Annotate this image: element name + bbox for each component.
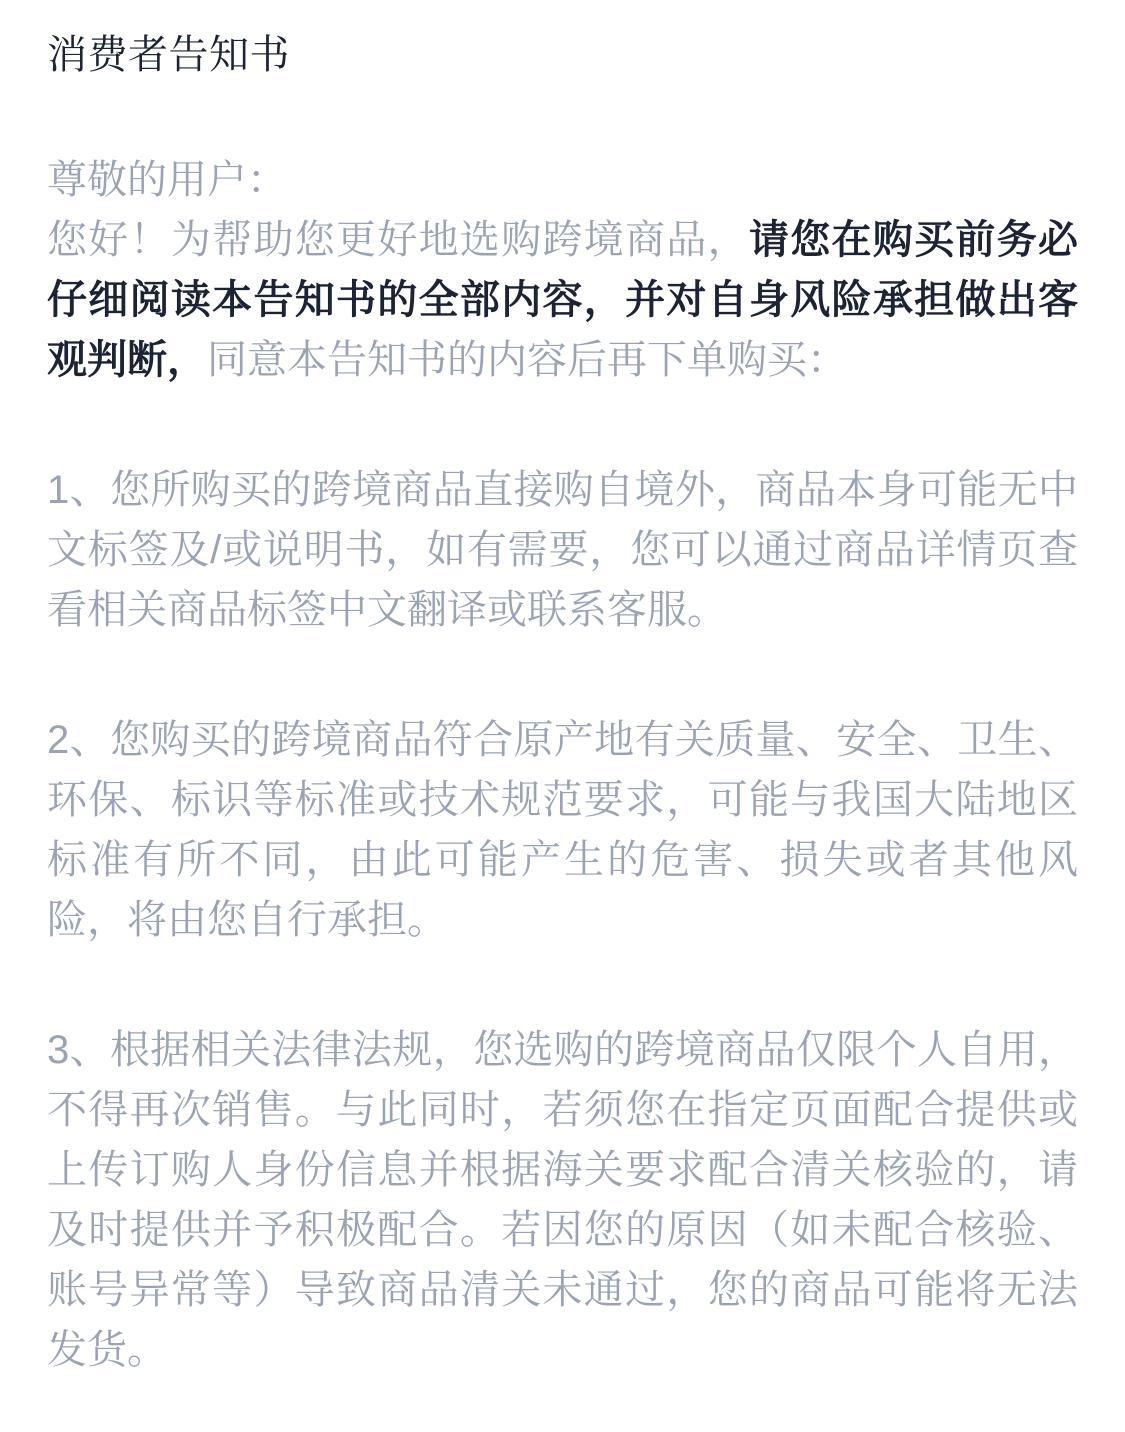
notice-item-2: 2、您购买的跨境商品符合原产地有关质量、安全、卫生、环保、标识等标准或技术规范要求，可能与我国大陆地区标准有所不同，由此可能产生的危害、损失或者其他风险，将由您自行承担。 xyxy=(47,718,1078,942)
intro-segment-normal-2: 同意本告知书的内容后再下单购买： xyxy=(207,338,847,382)
intro-paragraph xyxy=(47,150,1078,390)
notice-item-3: 3、根据相关法律法规，您选购的跨境商品仅限个人自用，不得再次销售。与此同时，若须您在指定页面配合提供或上传订购人身份信息并根据海关要求配合清关核验的，请及时提供并予积极配合。若因您的原因（如未配合核验、账号异常等）导致商品清关未通过，您的商品可能将无法发货。 xyxy=(47,1028,1078,1372)
greeting-line: 尊敬的用户： xyxy=(47,158,287,202)
intro-segment-normal-1: 您好！为帮助您更好地选购跨境商品， xyxy=(47,218,749,262)
intro-segment-emphasis: 请您在购买前务必仔细阅读本告知书的全部内容，并对自身风险承担做出客观判断， xyxy=(47,218,1079,382)
notice-item-1: 1、您所购买的跨境商品直接购自境外，商品本身可能无中文标签及/或说明书，如有需要，您可以通过商品详情页查看相关商品标签中文翻译或联系客服。 xyxy=(47,468,1078,632)
page-title: 消费者告知书 xyxy=(47,33,290,77)
notice-body xyxy=(47,150,1078,1380)
